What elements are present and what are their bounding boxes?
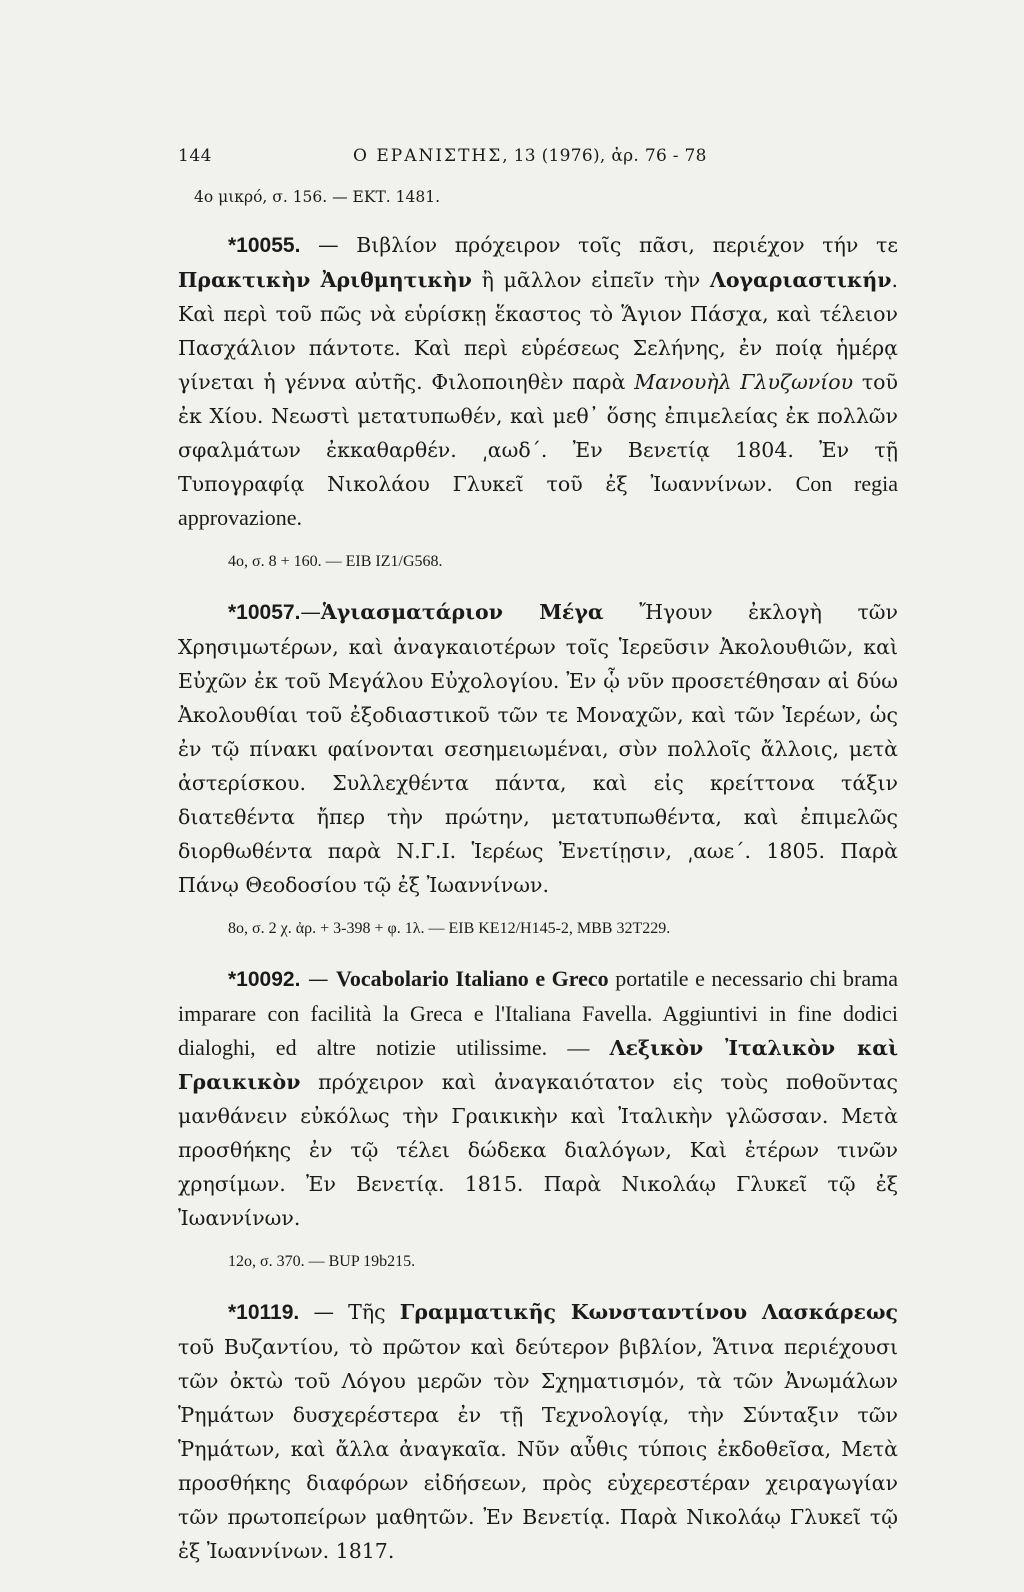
entry-body bbox=[178, 595, 898, 902]
entry-collation: 8ο, σ. 2 χ. ἀρ. + 3-398 + φ. 1λ. — ΕΙΒ ΚΕ12/Η145-2, ΜΒΒ 32Τ229. bbox=[228, 920, 671, 937]
journal-title bbox=[353, 146, 707, 166]
entry-bold-title: Ἁγιασματάριον Μέγα bbox=[320, 600, 604, 624]
entry-text: Ἤγουν ἐκλογὴ τῶν Χρησιμωτέρων, καὶ ἀναγκαιοτέρων τοῖς Ἱερεῦσιν Ἀκολουθιῶν, καὶ Εὐχῶν ἐκ τοῦ Μεγάλου Εὐχολογίου. Ἐν ᾧ νῦν προσετέθησαν αἱ δύω Ἀκολουθίαι τοῦ ἐξοδιαστικοῦ τῶν τε Μοναχῶν, καὶ τῶν Ἱερέων, ὡς ἐν τῷ πίνακι φαίνονται σεσημειωμέναι, σὺν πολλοῖς ἄλλοις, μετὰ ἀστερίσκου. Συλλεχθέντα πάντα, καὶ εἰς κρείττονα τάξιν διατεθέντα ἤπερ τὴν πρώτην, μετατυπωθέντα, καὶ ἐπιμελῶς διορθωθέντα παρὰ Ν.Γ.Ι. Ἱερέως Ἐνετίῃσιν, ͵αωε΄. 1805. Παρὰ Πάνῳ Θεοδοσίου τῷ ἐξ Ἰωαννίνων. bbox=[178, 600, 898, 897]
journal-title-caps: Ο ΕΡΑΝΙΣΤΗΣ bbox=[353, 146, 503, 166]
entry-number: *10055. bbox=[228, 234, 301, 257]
entry-body bbox=[178, 1295, 898, 1568]
entry-author: Μανουὴλ Γλυζωνίου bbox=[634, 370, 854, 394]
entry-text: ἢ μᾶλλον εἰπεῖν τὴν bbox=[471, 268, 710, 292]
bibliography-entry bbox=[178, 595, 898, 938]
entry-text: — Βιβλίον πρόχειρον τοῖς πᾶσι, περιέχον τήν τε bbox=[300, 233, 898, 257]
bibliography-entry bbox=[178, 1295, 898, 1568]
entry-number: *10092. bbox=[228, 968, 301, 991]
entry-bold-title: Λεξικὸν Ἰταλικὸν καὶ Γραικικὸν bbox=[178, 1036, 898, 1094]
entry-body bbox=[178, 228, 898, 535]
entry-text: — bbox=[300, 967, 337, 991]
entry-text: — bbox=[300, 600, 321, 624]
entry-text: — Τῆς bbox=[299, 1300, 400, 1324]
entry-bold-title: Γραμματικῆς Κωνσταντίνου Λασκάρεως bbox=[399, 1300, 898, 1324]
entry-latin-title: Vocabolario Italiano e Greco bbox=[336, 966, 609, 991]
previous-entry-tail: 4ο μικρό, σ. 156. — ΕΚΤ. 1481. bbox=[194, 188, 441, 206]
entry-body bbox=[178, 962, 898, 1235]
bibliography-entry bbox=[178, 228, 898, 571]
entry-collation: 12ο, σ. 370. — BUP 19b215. bbox=[228, 1253, 416, 1270]
page-number: 144 bbox=[178, 146, 212, 166]
entry-latin-text: Con regia approvazione. bbox=[178, 471, 898, 530]
journal-title-rest: , 13 (1976), ἀρ. 76 - 78 bbox=[502, 146, 707, 166]
bibliography-entry bbox=[178, 962, 898, 1271]
entry-number: *10119. bbox=[228, 1301, 300, 1324]
running-header bbox=[178, 146, 898, 166]
entry-text: τοῦ ἐκ Χίου. Νεωστὶ μετατυπωθέν, καὶ μεθ᾿ ὅσης ἐπιμελείας ἐκ πολλῶν σφαλμάτων ἐκκαθαρθέν. ͵αωδ΄. Ἐν Βενετίᾳ 1804. Ἐν τῇ Τυπογραφίᾳ Νικολάου Γλυκεῖ τοῦ ἐξ Ἰωαννίνων. bbox=[178, 370, 898, 496]
entry-bold-title: Λογαριαστικήν bbox=[709, 268, 892, 292]
entry-text: τοῦ Βυζαντίου, τὸ πρῶτον καὶ δεύτερον βιβλίον, Ἅτινα περιέχουσι τῶν ὀκτὼ τοῦ Λόγου μερῶν τὸν Σχηματισμόν, τὰ τῶν Ἀνωμάλων Ῥημάτων δυσχερέστερα ἐν τῇ Τεχνολογίᾳ, τὴν Σύνταξιν τῶν Ῥημάτων, καὶ ἄλλα ἀναγκαῖα. Νῦν αὖθις τύποις ἐκδοθεῖσα, Μετὰ προσθήκης διαφόρων εἰδήσεων, πρὸς εὐχερεστέραν χειραγωγίαν τῶν πρωτοπείρων μαθητῶν. Ἐν Βενετίᾳ. Παρὰ Νικολάῳ Γλυκεῖ τῷ ἐξ Ἰωαννίνων. 1817. bbox=[178, 1335, 898, 1563]
entry-number: *10057. bbox=[228, 601, 301, 624]
document-page bbox=[178, 146, 898, 1592]
entry-collation: 4ο, σ. 8 + 160. — ΕΙΒ ΙΖ1/G568. bbox=[228, 553, 443, 570]
entry-bold-title: Πρακτικὴν Ἀριθμητικὴν bbox=[178, 268, 472, 292]
entry-text: . Καὶ περὶ τοῦ πῶς νὰ εὑρίσκῃ ἕκαστος τὸ Ἅγιον Πάσχα, καὶ τέλειον Πασχάλιον πάντοτε. Καὶ περὶ εὑρέσεως Σελήνης, ἐν ποίᾳ ἡμέρᾳ γίνεται ἡ γέννα αὐτῆς. Φιλοποιηθὲν παρὰ bbox=[178, 268, 898, 394]
entry-text: πρόχειρον καὶ ἀναγκαιότατον εἰς τοὺς ποθοῦντας μανθάνειν εὐκόλως τὴν Γραικικὴν καὶ Ἰταλικὴν γλῶσσαν. Μετὰ προσθήκης ἐν τῷ τέλει δώδεκα διαλόγων, Καὶ ἑτέρων τινῶν χρησίμων. Ἐν Βενετίᾳ. 1815. Παρὰ Νικολάῳ Γλυκεῖ τῷ ἐξ Ἰωαννίνων. bbox=[178, 1070, 898, 1230]
entry-latin-text: portatile e necessario chi brama imparare con facilità la Greca e l'Italiana Favella. Aggiuntivi in fine dodici dialoghi, ed altre notizie utilissime. — bbox=[178, 966, 898, 1060]
